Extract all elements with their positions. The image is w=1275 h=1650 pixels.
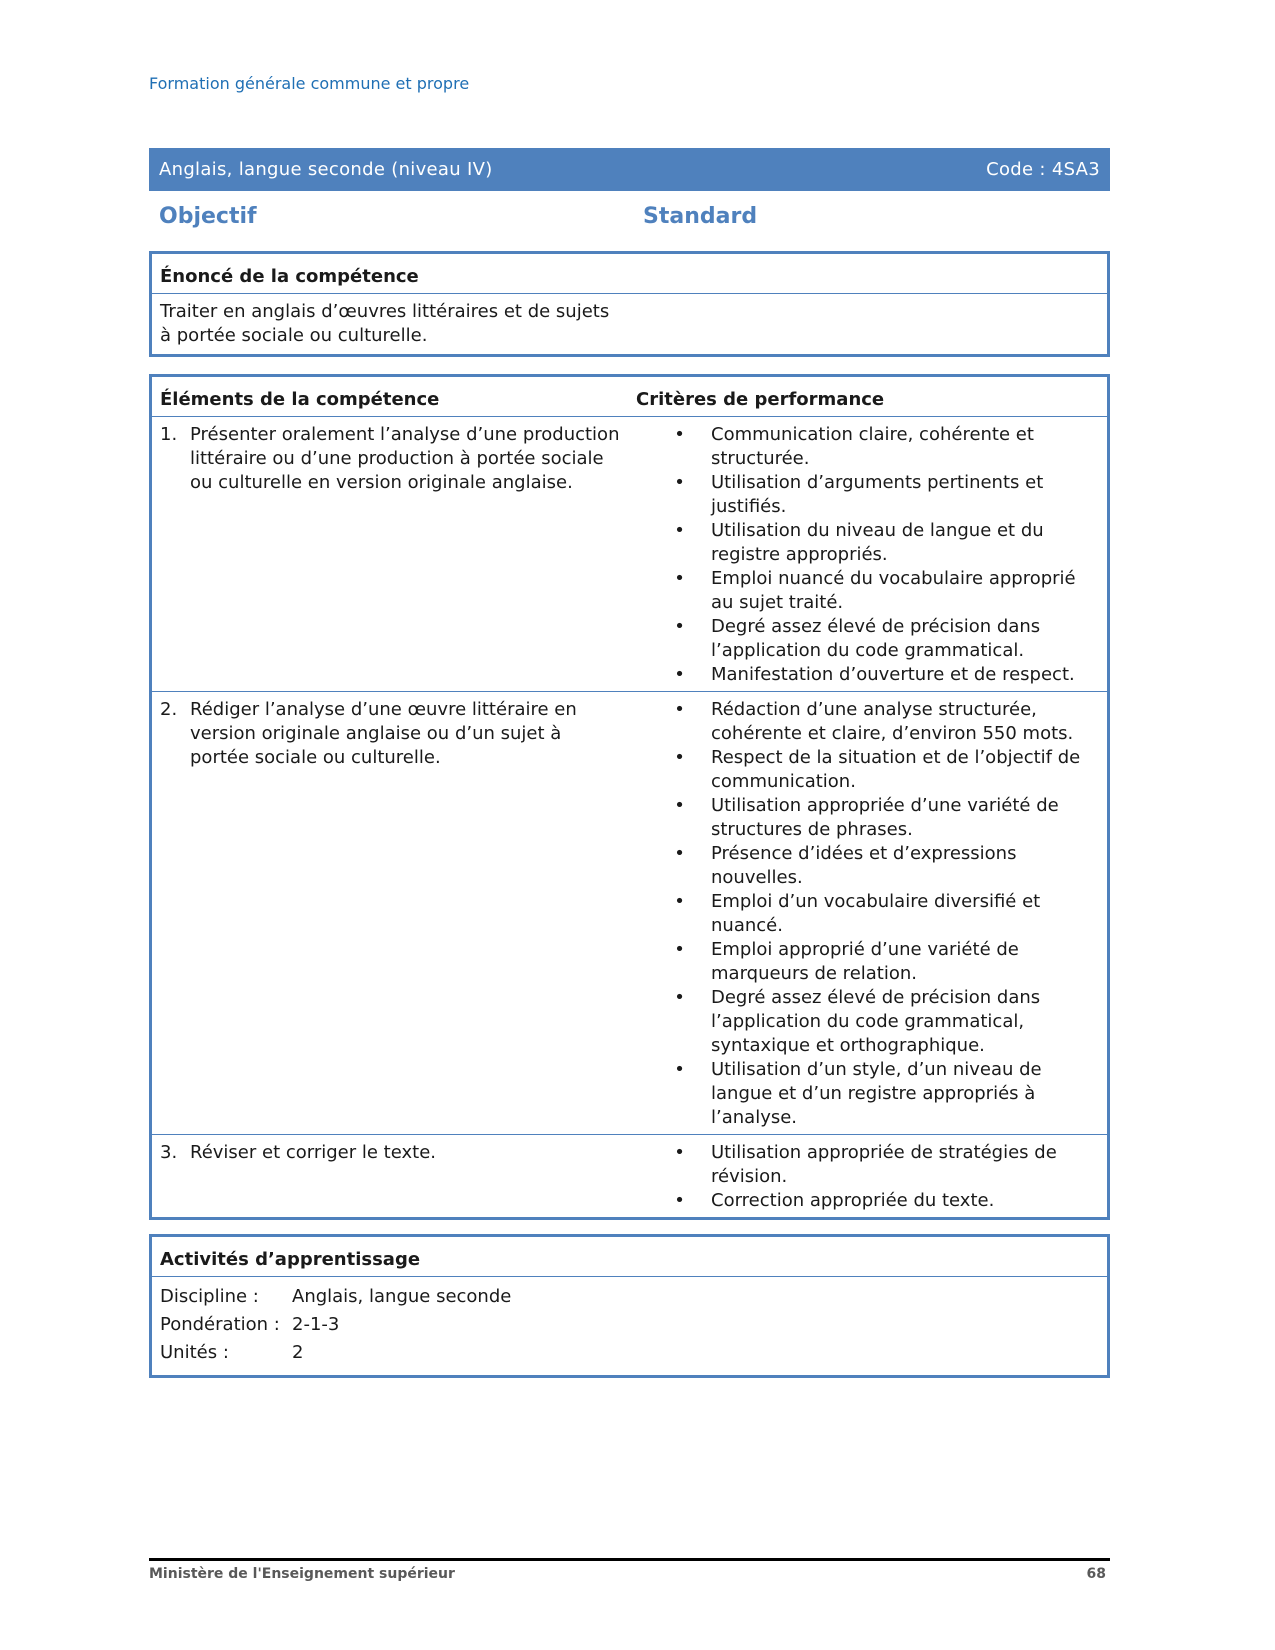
activite-label: Unités : — [160, 1342, 229, 1363]
list-item — [636, 794, 1099, 842]
list-item — [636, 519, 1099, 567]
bullet-icon: • — [674, 699, 685, 720]
footer-publisher: Ministère de l'Enseignement supérieur — [149, 1566, 455, 1582]
activite-label: Discipline : — [160, 1286, 259, 1307]
activite-row — [160, 1283, 1099, 1311]
element-cell — [152, 692, 628, 1135]
running-head: Formation générale commune et propre — [149, 74, 470, 93]
col-header-criteres: Critères de performance — [628, 377, 1107, 417]
critere-text: Présence d’idées et d’expressions nouvelles. — [711, 843, 1017, 888]
list-item — [636, 986, 1099, 1058]
critere-text: Degré assez élevé de précision dans l’application du code grammatical, syntaxique et orthographique. — [711, 987, 1041, 1056]
bullet-icon: • — [674, 568, 685, 589]
standard-heading: Standard — [643, 204, 758, 229]
criteres-cell — [628, 417, 1107, 692]
bullet-icon: • — [674, 1059, 685, 1080]
critere-text: Utilisation du niveau de langue et du registre appropriés. — [711, 520, 1044, 565]
bullet-icon: • — [674, 843, 685, 864]
critere-text: Utilisation d’arguments pertinents et justifiés. — [711, 472, 1044, 517]
list-item — [636, 1189, 1099, 1213]
criteres-cell — [628, 692, 1107, 1135]
critere-text: Utilisation d’un style, d’un niveau de langue et d’un registre appropriés à l’analyse. — [711, 1059, 1042, 1128]
element-number: 2. — [160, 699, 178, 720]
bullet-icon: • — [674, 747, 685, 768]
activite-row — [160, 1311, 1099, 1339]
col-header-elements: Éléments de la compétence — [152, 377, 628, 417]
bullet-icon: • — [674, 1142, 685, 1163]
list-item — [636, 698, 1099, 746]
course-banner — [149, 148, 1110, 191]
critere-text: Rédaction d’une analyse structurée, cohérente et claire, d’environ 550 mots. — [711, 699, 1074, 744]
enonce-text: Traiter en anglais d’œuvres littéraires et de sujets à portée sociale ou culturelle. — [160, 301, 610, 346]
critere-text: Utilisation appropriée de stratégies de révision. — [711, 1142, 1057, 1187]
activite-row — [160, 1339, 1099, 1367]
element-number: 1. — [160, 424, 178, 445]
criteres-list — [636, 423, 1099, 687]
critere-text: Correction appropriée du texte. — [711, 1190, 995, 1211]
list-item — [636, 938, 1099, 986]
element-cell — [152, 417, 628, 692]
critere-text: Utilisation appropriée d’une variété de structures de phrases. — [711, 795, 1059, 840]
bullet-icon: • — [674, 664, 685, 685]
table-row — [152, 1135, 1107, 1218]
element-cell — [152, 1135, 628, 1218]
section-subheads — [149, 204, 1110, 234]
list-item — [636, 890, 1099, 938]
critere-text: Manifestation d’ouverture et de respect. — [711, 664, 1075, 685]
critere-text: Respect de la situation et de l’objectif de communication. — [711, 747, 1081, 792]
activites-header: Activités d’apprentissage — [152, 1237, 1107, 1277]
table-row — [152, 692, 1107, 1135]
bullet-icon: • — [674, 616, 685, 637]
list-item — [636, 746, 1099, 794]
criteres-cell — [628, 1135, 1107, 1218]
criteres-list — [636, 1141, 1099, 1213]
objectif-heading: Objectif — [159, 204, 257, 229]
bullet-icon: • — [674, 795, 685, 816]
activites-box — [149, 1234, 1110, 1378]
list-item — [636, 423, 1099, 471]
page-footer — [149, 1566, 1110, 1582]
list-item — [636, 567, 1099, 615]
activite-value: 2 — [292, 1342, 304, 1363]
bullet-icon: • — [674, 520, 685, 541]
bullet-icon: • — [674, 939, 685, 960]
activite-label: Pondération : — [160, 1314, 280, 1335]
course-code: Code : 4SA3 — [986, 159, 1100, 180]
list-item — [636, 663, 1099, 687]
elements-table — [149, 374, 1110, 1220]
list-item — [636, 842, 1099, 890]
page-number: 68 — [1086, 1566, 1106, 1582]
critere-text: Emploi d’un vocabulaire diversifié et nuancé. — [711, 891, 1041, 936]
critere-text: Degré assez élevé de précision dans l’application du code grammatical. — [711, 616, 1041, 661]
element-text: Rédiger l’analyse d’une œuvre littéraire en version originale anglaise ou d’un sujet à portée sociale ou culturelle. — [190, 699, 577, 768]
list-item — [636, 615, 1099, 663]
activite-value: Anglais, langue seconde — [292, 1286, 512, 1307]
element-text: Présenter oralement l’analyse d’une production littéraire ou d’une production à portée sociale ou culturelle en version originale anglaise. — [190, 424, 620, 493]
critere-text: Emploi approprié d’une variété de marqueurs de relation. — [711, 939, 1019, 984]
enonce-box — [149, 251, 1110, 357]
bullet-icon: • — [674, 987, 685, 1008]
bullet-icon: • — [674, 891, 685, 912]
list-item — [636, 1058, 1099, 1130]
bullet-icon: • — [674, 472, 685, 493]
activite-value: 2-1-3 — [292, 1314, 340, 1335]
critere-text: Emploi nuancé du vocabulaire approprié au sujet traité. — [711, 568, 1076, 613]
enonce-header: Énoncé de la compétence — [152, 254, 1107, 294]
bullet-icon: • — [674, 1190, 685, 1211]
activites-body — [152, 1277, 1107, 1375]
list-item — [636, 471, 1099, 519]
bullet-icon: • — [674, 424, 685, 445]
list-item — [636, 1141, 1099, 1189]
footer-rule — [149, 1558, 1110, 1561]
element-number: 3. — [160, 1142, 178, 1163]
criteres-list — [636, 698, 1099, 1130]
critere-text: Communication claire, cohérente et structurée. — [711, 424, 1034, 469]
course-title: Anglais, langue seconde (niveau IV) — [159, 159, 493, 180]
table-row — [152, 417, 1107, 692]
element-text: Réviser et corriger le texte. — [190, 1142, 436, 1163]
